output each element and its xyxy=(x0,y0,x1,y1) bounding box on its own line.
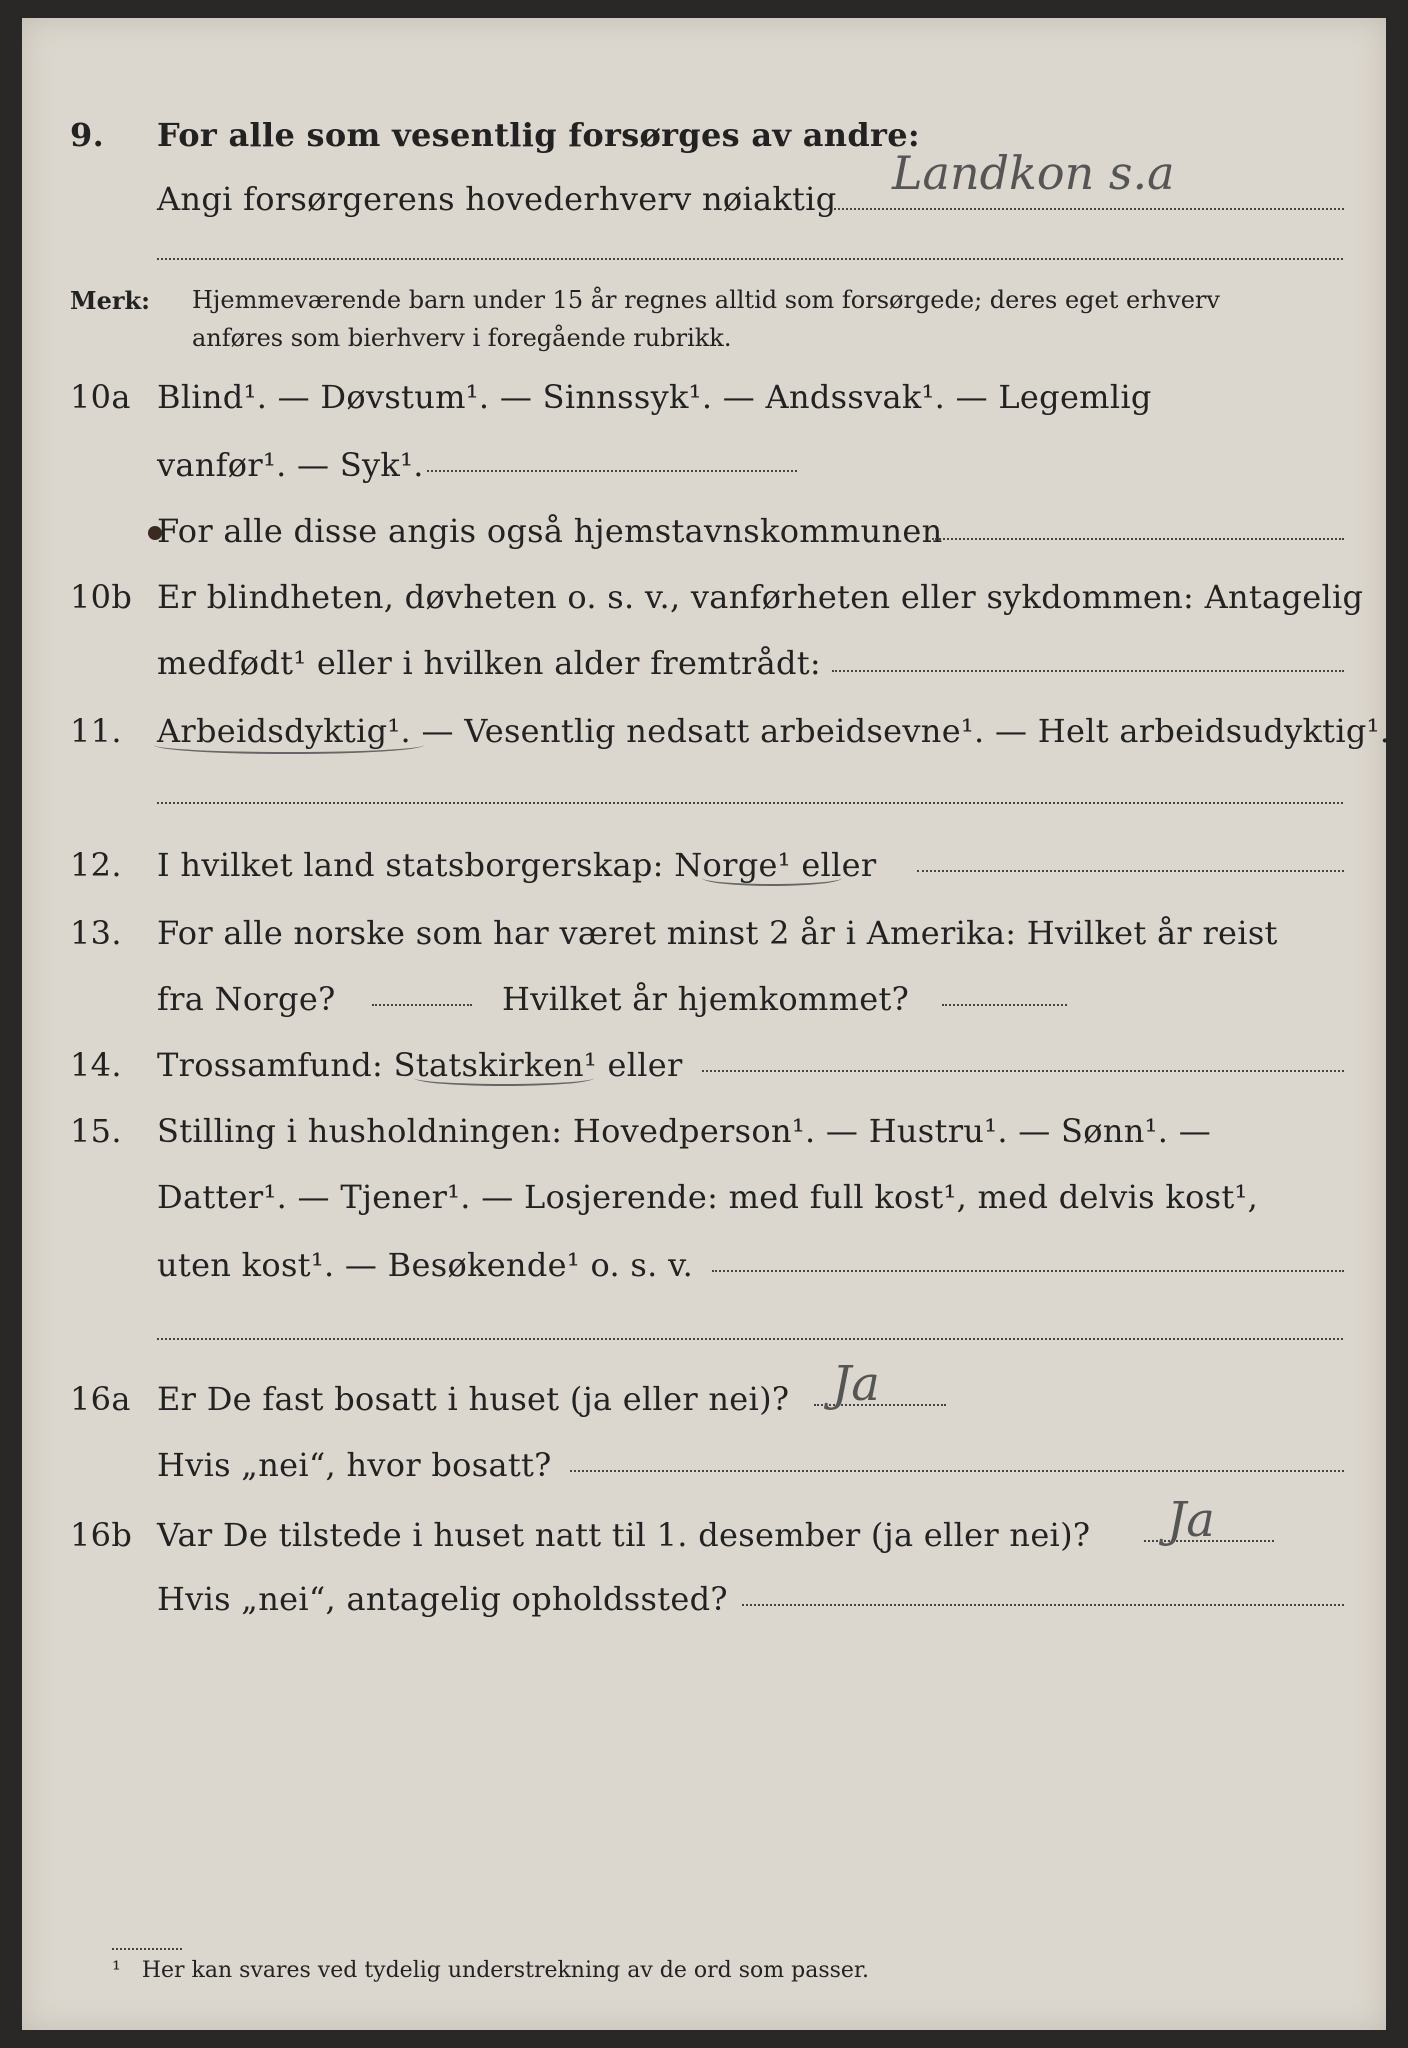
question-text: I hvilket land statsborgerskap: Norge¹ eller xyxy=(157,846,877,884)
footnote-mark: ¹ xyxy=(112,1958,121,1983)
answer-line xyxy=(702,1070,1344,1072)
question-text: For alle norske som har været minst 2 år i Amerika: Hvilket år reist xyxy=(157,914,1278,952)
answer-line xyxy=(157,802,1343,804)
answer-line xyxy=(832,670,1344,672)
answer-line xyxy=(427,470,797,472)
footnote-rule xyxy=(112,1948,182,1950)
question-text: Hvis „nei“, antagelig opholdssted? xyxy=(157,1580,728,1618)
answer-line xyxy=(372,1004,472,1006)
handwritten-underline xyxy=(154,736,424,754)
question-9 xyxy=(22,106,1386,162)
question-number: 12. xyxy=(70,846,122,884)
footnote xyxy=(112,1958,869,1983)
question-10b xyxy=(22,568,1386,624)
question-text: Er De fast bosatt i huset (ja eller nei)? xyxy=(157,1380,790,1418)
question-text: vanfør¹. — Syk¹. xyxy=(157,446,424,484)
question-number: 16a xyxy=(70,1380,131,1418)
question-text: Blind¹. — Døvstum¹. — Sinnssyk¹. — Andssvak¹. — Legemlig xyxy=(157,378,1152,416)
answer-line xyxy=(942,1004,1067,1006)
question-text: Hvilket år hjemkommet? xyxy=(502,980,910,1018)
question-10a-line-3 xyxy=(22,502,1386,558)
question-number: 10b xyxy=(70,578,133,616)
question-number: 14. xyxy=(70,1046,122,1084)
question-number: 16b xyxy=(70,1516,133,1554)
answer-line xyxy=(712,1270,1344,1272)
question-14 xyxy=(22,1036,1386,1092)
question-15-line-3 xyxy=(22,1236,1386,1292)
question-text: Datter¹. — Tjener¹. — Losjerende: med full kost¹, med delvis kost¹, xyxy=(157,1178,1259,1216)
answer-line xyxy=(917,870,1344,872)
question-9-line-2 xyxy=(22,170,1386,226)
footnote-text: Her kan svares ved tydelig understrekning av de ord som passer. xyxy=(141,1958,870,1983)
handwritten-answer: Ja xyxy=(1167,1492,1215,1548)
census-form-page xyxy=(22,18,1391,2030)
question-text: Var De tilstede i huset natt til 1. desember (ja eller nei)? xyxy=(157,1516,1091,1554)
answer-line xyxy=(834,208,1344,210)
question-number: 10a xyxy=(70,378,131,416)
question-number: 15. xyxy=(70,1112,122,1150)
note-text: anføres som bierhverv i foregående rubrikk. xyxy=(192,324,732,352)
question-text: Stilling i husholdningen: Hovedperson¹. — Hustru¹. — Sønn¹. — xyxy=(157,1112,1212,1150)
question-number: 13. xyxy=(70,914,122,952)
question-15 xyxy=(22,1102,1386,1158)
question-text: uten kost¹. — Besøkende¹ o. s. v. xyxy=(157,1246,694,1284)
handwritten-answer: Landkon s.a xyxy=(892,146,1175,200)
question-number: 9. xyxy=(70,116,105,154)
question-text: Arbeidsdyktig¹. — Vesentlig nedsatt arbeidsevne¹. — Helt arbeidsudyktig¹. xyxy=(157,712,1391,750)
question-13-line-2 xyxy=(22,970,1386,1026)
note-text: Hjemmeværende barn under 15 år regnes alltid som forsørgede; deres eget erhverv xyxy=(192,286,1220,314)
question-13 xyxy=(22,904,1386,960)
question-text: For alle som vesentlig forsørges av andre: xyxy=(157,116,920,154)
question-text: Hvis „nei“, hvor bosatt? xyxy=(157,1446,552,1484)
question-number: 11. xyxy=(70,712,122,750)
answer-line xyxy=(932,538,1344,540)
question-15-line-2 xyxy=(22,1168,1386,1224)
question-text: Er blindheten, døvheten o. s. v., vanførheten eller sykdommen: Antagelig xyxy=(157,578,1364,616)
question-text: fra Norge? xyxy=(157,980,336,1018)
question-10a-line-2 xyxy=(22,436,1386,492)
question-16a xyxy=(22,1370,1386,1426)
answer-line xyxy=(742,1604,1344,1606)
answer-line xyxy=(157,1338,1343,1340)
answer-line xyxy=(157,258,1343,260)
question-10a xyxy=(22,368,1386,424)
note-label: Merk: xyxy=(70,286,150,315)
question-text: For alle disse angis også hjemstavnskommunen xyxy=(157,512,943,550)
question-16a-line-2 xyxy=(22,1436,1386,1492)
question-10b-line-2 xyxy=(22,634,1386,690)
question-16b-line-2 xyxy=(22,1570,1386,1626)
question-12 xyxy=(22,836,1386,892)
question-text: medfødt¹ eller i hvilken alder fremtrådt: xyxy=(157,644,821,682)
question-text: Trossamfund: Statskirken¹ eller xyxy=(157,1046,683,1084)
handwritten-underline xyxy=(414,1070,594,1086)
answer-line xyxy=(570,1470,1344,1472)
question-text: Angi forsørgerens hovederhverv nøiaktig xyxy=(157,180,837,218)
handwritten-answer: Ja xyxy=(832,1356,880,1412)
handwritten-underline xyxy=(702,870,842,886)
